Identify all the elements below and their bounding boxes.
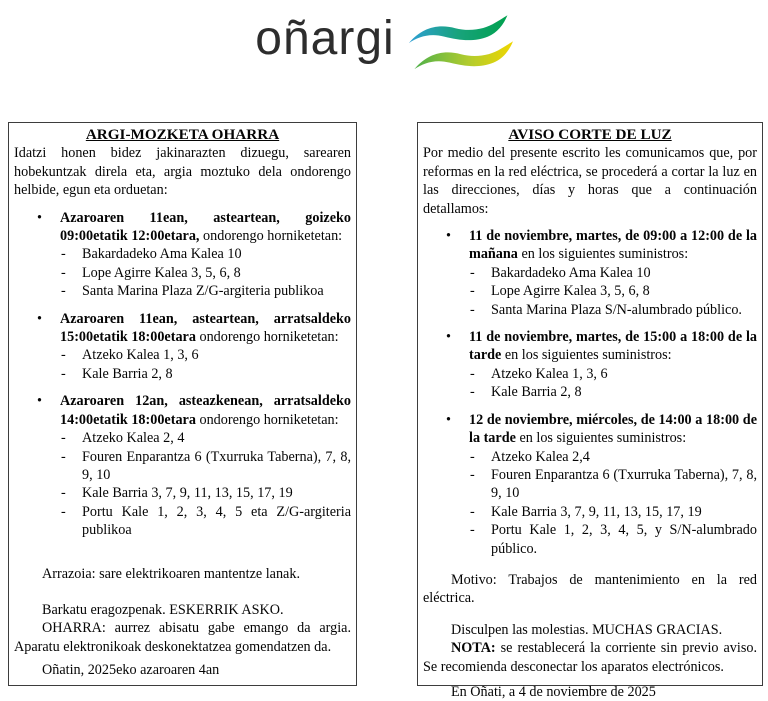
street-list-item: - Atzeko Kalea 2,4	[423, 448, 757, 466]
outage-slot	[423, 227, 757, 319]
outage-datetime: 11 de noviembre, martes, de 15:00 a 18:00 de la tarde	[469, 329, 757, 364]
outage-datetime: 12 de noviembre, miércoles, de 14:00 a 18:00 de la tarde	[469, 411, 757, 447]
street-list-item: - Kale Barria 3, 7, 9, 11, 13, 15, 17, 19	[14, 484, 351, 502]
notice-title-basque: ARGI-MOZKETA OHARRA	[85, 126, 280, 143]
street-list-item: - Lope Agirre Kalea 3, 5, 6, 8	[14, 264, 351, 282]
outage-datetime: Azaroaren 11ean, asteartean, arratsaldeko 15:00etatik 18:00etara	[60, 310, 351, 346]
thanks-line: Disculpen las molestias. MUCHAS GRACIAS.	[451, 621, 723, 638]
thanks-line: Barkatu eragozpenak. ESKERRIK ASKO.	[42, 601, 284, 618]
street-list-item: - Bakardadeko Ama Kalea 10	[423, 264, 757, 282]
outage-slot	[423, 328, 757, 402]
notice-title-spanish: AVISO CORTE DE LUZ	[508, 126, 672, 143]
outage-lead-rest: en los siguientes suministros:	[501, 347, 672, 364]
intro-paragraph: Por medio del presente escrito les comunicamos que, por reformas en la red eléctrica, se procederá a cortar la luz en las direcciones, días y horas que a continuación detallamos:	[423, 145, 757, 217]
dateline: En Oñati, a 4 de noviembre de 2025	[451, 683, 656, 700]
bullet-lead	[14, 209, 351, 246]
street-list-item: - Bakardadeko Ama Kalea 10	[14, 245, 351, 263]
street-list-item: - Fouren Enparantza 6 (Txurruka Taberna), 7, 8, 9, 10	[14, 448, 351, 485]
outage-lead-rest: ondorengo horniketetan:	[199, 228, 343, 245]
bullet-lead	[14, 310, 351, 347]
street-list-item: - Santa Marina Plaza Z/G-argiteria publikoa	[14, 282, 351, 300]
outage-slot	[14, 392, 351, 539]
outage-lead-rest: ondorengo horniketetan:	[195, 411, 339, 428]
outage-datetime: 11 de noviembre, martes, de 09:00 a 12:00 de la mañana	[469, 228, 757, 263]
reason-line: Arrazoia: sare elektrikoaren mantentze lanak.	[42, 565, 300, 582]
note-text: se restablecerá la corriente sin previo aviso. Se recomienda desconectar los aparatos electrónicos.	[423, 640, 757, 675]
outage-slot	[14, 209, 351, 301]
basque-notice-box	[8, 122, 357, 686]
street-list-item: - Portu Kale 1, 2, 3, 4, 5 eta Z/G-argiteria publikoa	[14, 503, 351, 540]
spanish-notice-box	[417, 122, 763, 700]
street-list-item: - Kale Barria 2, 8	[14, 365, 351, 383]
dateline: Oñatin, 2025eko azaroaren 4an	[42, 662, 220, 679]
outage-datetime: Azaroaren 11ean, asteartean, goizeko 09:00etatik 12:00etara,	[60, 209, 351, 245]
outage-lead-rest: en los siguientes suministros:	[517, 246, 689, 263]
street-list-item: - Santa Marina Plaza S/N-alumbrado público.	[423, 301, 757, 319]
street-list-item: - Kale Barria 3, 7, 9, 11, 13, 15, 17, 19	[423, 503, 757, 521]
outage-slot	[423, 411, 757, 558]
logo-waves-icon	[407, 14, 513, 76]
bullet-lead	[14, 392, 351, 429]
bullet-lead	[423, 411, 757, 448]
street-list-item: - Portu Kale 1, 2, 3, 4, 5, y S/N-alumbrado público.	[423, 521, 757, 558]
outage-slot	[14, 310, 351, 384]
street-list-item: - Kale Barria 2, 8	[423, 383, 757, 401]
street-list-item: - Atzeko Kalea 1, 3, 6	[14, 346, 351, 364]
outage-datetime: Azaroaren 12an, asteazkenean, arratsaldeko 14:00etatik 18:00etara	[60, 393, 351, 428]
street-list-item: - Fouren Enparantza 6 (Txurruka Taberna), 7, 8, 9, 10	[423, 466, 757, 503]
street-list-item: - Atzeko Kalea 2, 4	[14, 429, 351, 447]
outage-lead-rest: en los siguientes suministros:	[515, 430, 687, 447]
logo-text: oñargi	[255, 12, 395, 65]
intro-paragraph: Idatzi honen bidez jakinarazten dizuegu, sarearen hobekuntzak direla eta, argia moztuko dela ondorengo helbide, egun eta orduetan:	[14, 145, 351, 199]
note-paragraph	[423, 639, 757, 676]
reason-line: Motivo: Trabajos de mantenimiento en la red eléctrica.	[423, 571, 757, 607]
logo	[0, 0, 768, 100]
street-list-item: - Lope Agirre Kalea 3, 5, 6, 8	[423, 282, 757, 300]
outage-lead-rest: ondorengo horniketetan:	[195, 329, 339, 346]
note-label: NOTA:	[451, 640, 496, 657]
street-list-item: - Atzeko Kalea 1, 3, 6	[423, 365, 757, 383]
note-paragraph: OHARRA: aurrez abisatu gabe emango da argia. Aparatu elektronikoak deskonektatzea gomendatzen da.	[14, 620, 351, 655]
bullet-lead	[423, 227, 757, 264]
bullet-lead	[423, 328, 757, 365]
